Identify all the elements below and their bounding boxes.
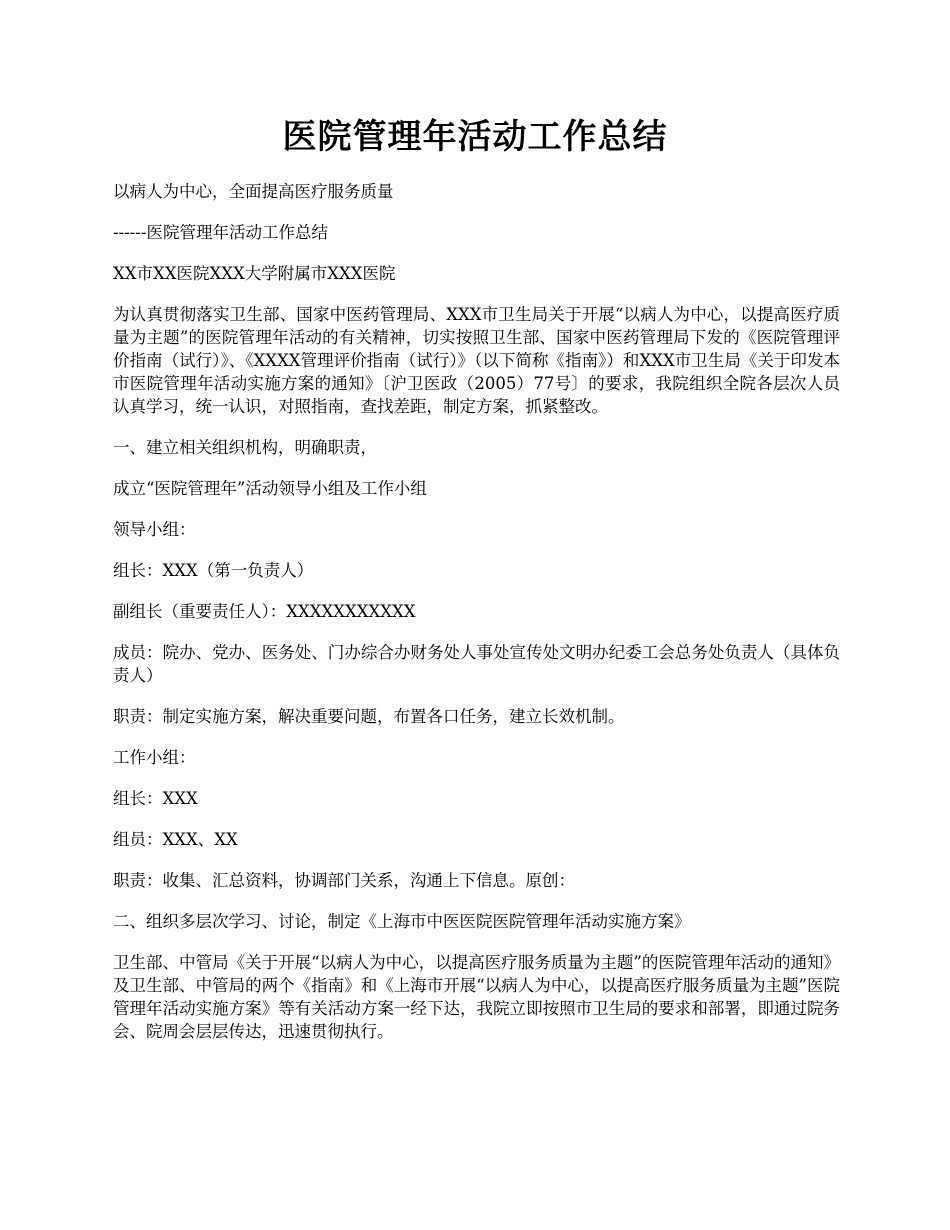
paragraph: 卫生部、中管局《关于开展“以病人为中心，以提高医疗服务质量为主题”的医院管理年活动的通知》及卫生部、中管局的两个《指南》和《上海市开展“以病人为中心，以提高医疗服务质量为主题”医院管理年活动实施方案》等有关活动方案一经下达，我院立即按照市卫生局的要求和部署，即通过院务会、院周会层层传达，迅速贯彻执行。	[113, 953, 840, 1041]
document-title: 医院管理年活动工作总结	[282, 117, 668, 157]
paragraph: 副组长（重要责任人）：XXXXXXXXXXX	[113, 602, 416, 621]
paragraph: 组员：XXX、XX	[113, 830, 238, 849]
paragraph: 组长：XXX	[113, 789, 198, 808]
paragraph: 职责：制定实施方案，解决重要问题，布置各口任务，建立长效机制。	[113, 707, 625, 726]
subtitle-paragraph: 以病人为中心，全面提高医疗服务质量	[113, 182, 394, 201]
paragraph: 成立“医院管理年”活动领导小组及工作小组	[113, 479, 427, 498]
paragraph: 职责：收集、汇总资料，协调部门关系，沟通上下信息。原创：	[113, 871, 575, 890]
section-heading-1: 一、建立相关组织机构，明确职责，	[113, 438, 377, 457]
paragraph: 领导小组：	[113, 520, 196, 539]
intro-paragraph: 为认真贯彻落实卫生部、国家中医药管理局、XXX市卫生局关于开展“以病人为中心，以提高医疗质量为主题”的医院管理年活动的有关精神，切实按照卫生部、国家中医药管理局下发的《医院管理评价指南（试行）》、《XXXX管理评价指南（试行）》（以下简称《指南》）和XXX市卫生局《关于印发本市医院管理年活动实施方案的通知》〔沪卫医政（2005）77号〕的要求，我院组织全院各层次人员认真学习，统一认识，对照指南，查找差距，制定方案，抓紧整改。	[113, 305, 840, 416]
document-body	[113, 180, 840, 1061]
author-affiliation: XX市XX医院XXX大学附属市XXX医院	[113, 264, 396, 283]
section-heading-2: 二、组织多层次学习、讨论，制定《上海市中医医院医院管理年活动实施方案》	[113, 912, 691, 931]
subtitle-line: ------医院管理年活动工作总结	[113, 223, 328, 242]
paragraph: 成员：院办、党办、医务处、门办综合办财务处人事处宣传处文明办纪委工会总务处负责人（具体负责人）	[113, 643, 840, 685]
paragraph: 工作小组：	[113, 748, 196, 767]
paragraph: 组长：XXX（第一负责人）	[113, 561, 314, 580]
